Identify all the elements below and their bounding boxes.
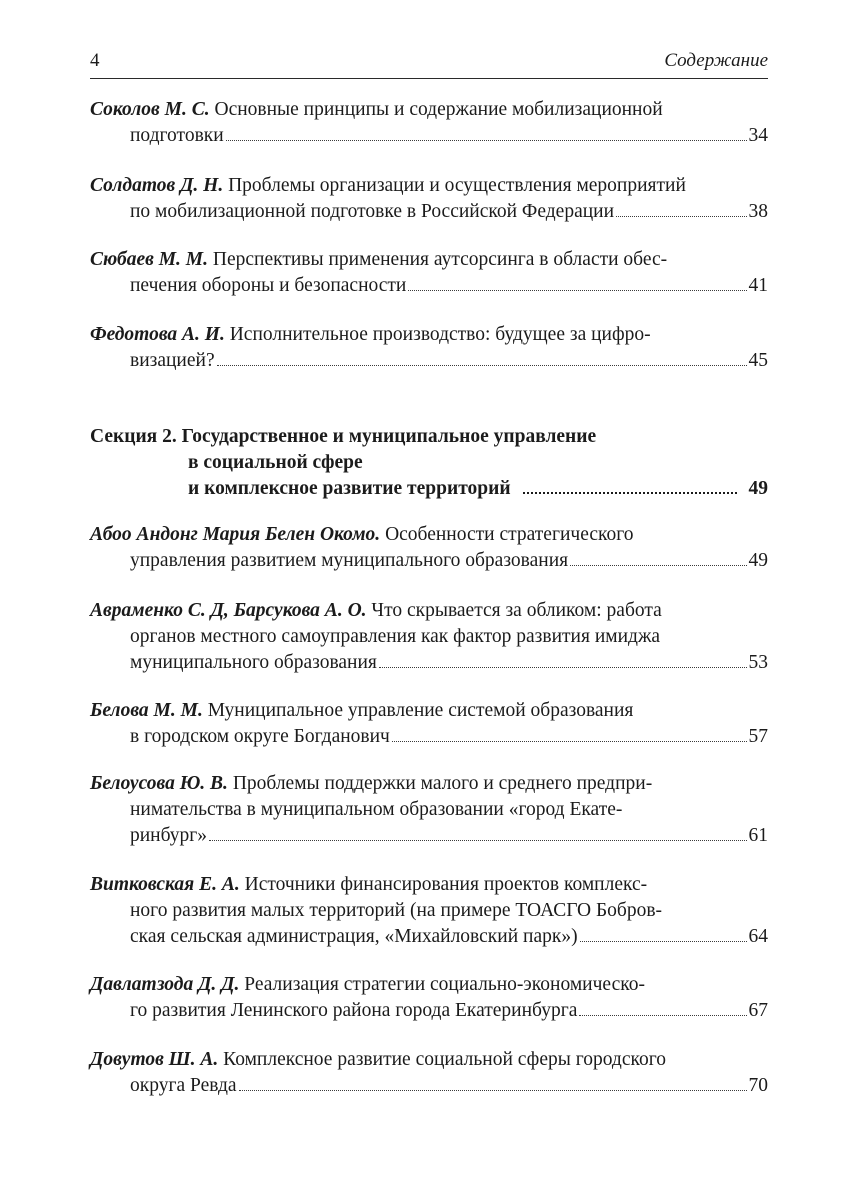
entry-title-line: округа Ревда [130, 1075, 237, 1096]
toc-entry[interactable] [90, 872, 768, 950]
entry-page: 57 [748, 726, 768, 747]
entry-title-line: ного развития малых территорий (на примере ТОАСГО Бобров- [130, 900, 663, 921]
toc-entry[interactable] [90, 173, 768, 225]
leader-dots [209, 839, 746, 841]
entry-title-line: подготовки [130, 125, 224, 146]
leader-dots [379, 666, 747, 668]
section-heading[interactable] [90, 424, 768, 502]
entry-title-line: Источники финансирования проектов комплекс- [244, 874, 648, 895]
entry-page: 38 [748, 201, 768, 222]
entry-title-line: ринбург» [130, 825, 208, 846]
running-title: Содержание [664, 50, 768, 71]
entry-title-line: муниципального образования [130, 652, 377, 673]
section-title-line: в социальной сфере [188, 452, 363, 473]
entry-author: Абоо Андонг Мария Белен Окомо. [90, 524, 381, 545]
page-number: 4 [90, 50, 100, 71]
entry-page: 34 [748, 125, 768, 146]
toc-entry[interactable] [90, 322, 768, 374]
section-title-line: и комплексное развитие территорий [188, 478, 511, 499]
toc-entry[interactable] [90, 972, 768, 1024]
entry-title-line: Особенности стратегического [385, 524, 634, 545]
entry-title-line: органов местного самоуправления как фактор развития имиджа [130, 626, 661, 647]
entry-title-line: Проблемы поддержки малого и среднего предпри- [232, 773, 653, 794]
entry-page: 70 [748, 1075, 768, 1096]
toc-entry[interactable] [90, 247, 768, 299]
entry-author: Белоусова Ю. В. [90, 773, 228, 794]
entry-title-line: ская сельская администрация, «Михайловский парк») [130, 926, 578, 947]
leader-dots [392, 740, 747, 742]
toc-entry[interactable] [90, 1047, 768, 1099]
leader-dots [523, 491, 737, 494]
entry-title-line: Основные принципы и содержание мобилизационной [214, 99, 663, 120]
entry-page: 64 [748, 926, 768, 947]
toc-entry[interactable] [90, 598, 768, 676]
entry-title-line: Исполнительное производство: будущее за цифро- [229, 324, 651, 345]
section-title-line: Государственное и муниципальное управление [181, 426, 597, 447]
entry-author: Федотова А. И. [90, 324, 225, 345]
section-label: Секция 2. [90, 426, 177, 447]
leader-dots [239, 1089, 747, 1091]
entry-title-line: по мобилизационной подготовке в Российской Федерации [130, 201, 615, 222]
toc-entry[interactable] [90, 97, 768, 149]
entry-author: Довутов Ш. А. [90, 1049, 219, 1070]
entry-author: Соколов М. С. [90, 99, 210, 120]
leader-dots [579, 1014, 746, 1016]
entry-page: 45 [748, 350, 768, 371]
entry-author: Сюбаев М. М. [90, 249, 209, 270]
leader-dots [580, 940, 747, 942]
toc-entry[interactable] [90, 522, 768, 574]
page-header [90, 48, 768, 79]
entry-title-line: визацией? [130, 350, 215, 371]
entry-title-line: Реализация стратегии социально-экономическо- [244, 974, 645, 995]
entry-author: Витковская Е. А. [90, 874, 240, 895]
leader-dots [226, 139, 747, 141]
entry-title-line: Перспективы применения аутсорсинга в области обес- [212, 249, 668, 270]
leader-dots [616, 215, 746, 217]
entry-page: 67 [748, 1000, 768, 1021]
entry-page: 49 [748, 550, 768, 571]
entry-page: 53 [748, 652, 768, 673]
leader-dots [408, 289, 746, 291]
entry-title-line: управления развитием муниципального образования [130, 550, 569, 571]
leader-dots [217, 364, 747, 366]
entry-title-line: Комплексное развитие социальной сферы городского [223, 1049, 666, 1070]
section-page: 49 [748, 478, 768, 499]
toc-entry[interactable] [90, 771, 768, 849]
toc-entry[interactable] [90, 698, 768, 750]
entry-title-line: Что скрывается за обликом: работа [371, 600, 662, 621]
entry-title-line: в городском округе Богданович [130, 726, 390, 747]
entry-author: Солдатов Д. Н. [90, 175, 224, 196]
entry-author: Авраменко С. Д, Барсукова А. О. [90, 600, 367, 621]
leader-dots [570, 564, 746, 566]
entry-author: Белова М. М. [90, 700, 203, 721]
entry-title-line: Проблемы организации и осуществления мероприятий [228, 175, 686, 196]
entry-title-line: нимательства в муниципальном образовании «город Екате- [130, 799, 623, 820]
entry-title-line: го развития Ленинского района города Екатеринбурга [130, 1000, 578, 1021]
entry-title-line: печения обороны и безопасности [130, 275, 407, 296]
entry-author: Давлатзода Д. Д. [90, 974, 240, 995]
entry-page: 61 [748, 825, 768, 846]
entry-page: 41 [748, 275, 768, 296]
entry-title-line: Муниципальное управление системой образования [207, 700, 634, 721]
